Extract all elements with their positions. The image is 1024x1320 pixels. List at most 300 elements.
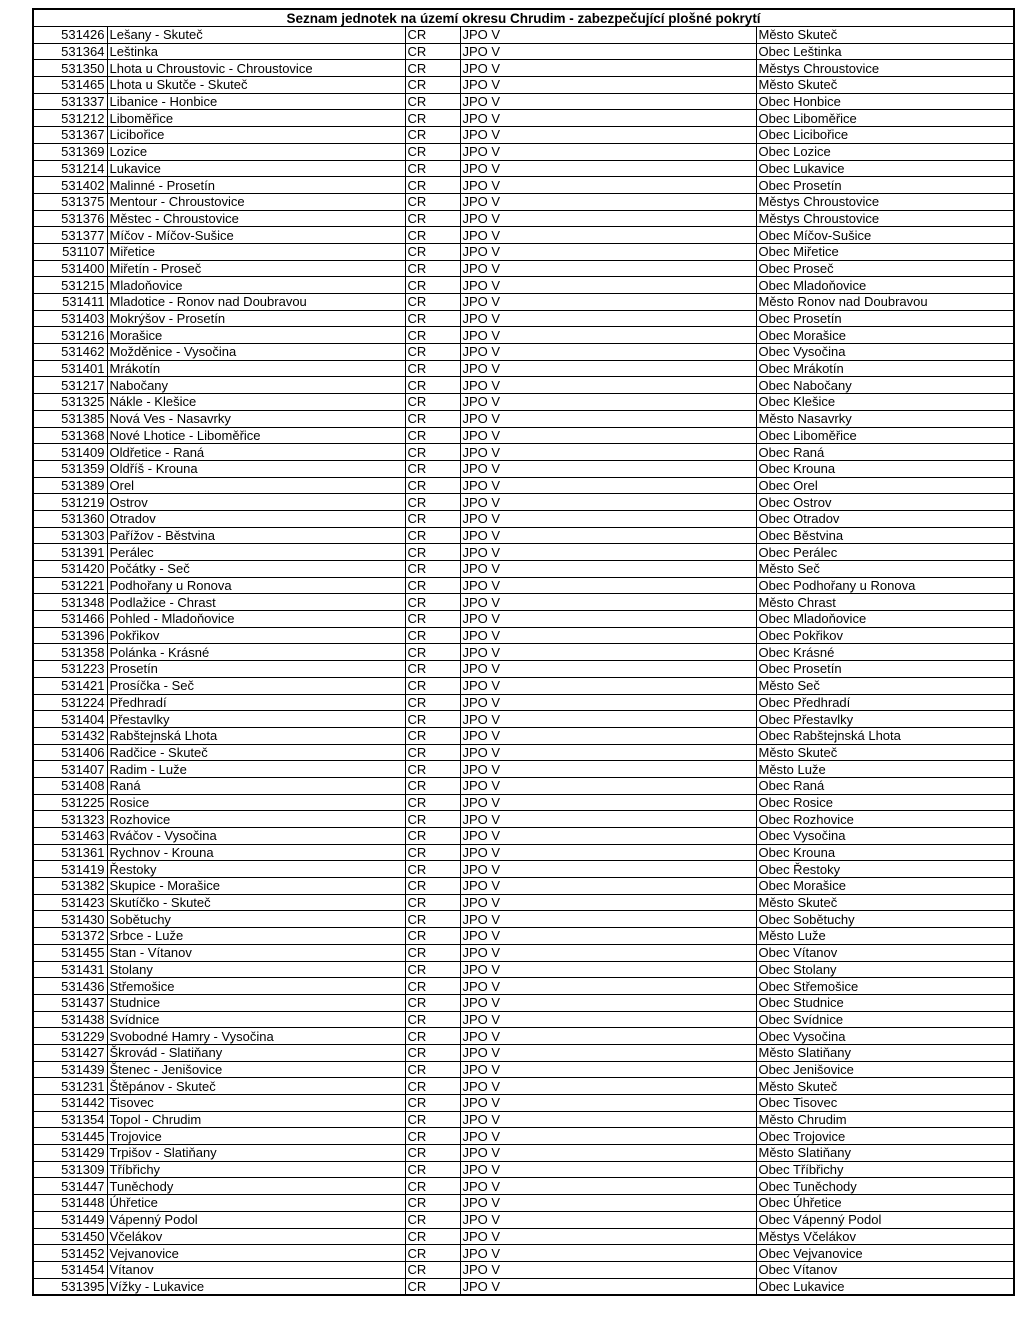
unit-type-cell: CR: [405, 1061, 460, 1078]
table-row: [33, 494, 1014, 511]
unit-type-cell: CR: [405, 911, 460, 928]
table-row: [33, 1011, 1014, 1028]
table-row: [33, 928, 1014, 945]
unit-type-cell: CR: [405, 527, 460, 544]
table-row: [33, 644, 1014, 661]
founder-cell: Město Chrast: [756, 594, 1014, 611]
unit-code-cell: 531431: [33, 961, 107, 978]
unit-type-cell: CR: [405, 1044, 460, 1061]
table-row: [33, 561, 1014, 578]
founder-cell: Obec Klešice: [756, 394, 1014, 411]
unit-name-cell: Mladoňovice: [107, 277, 405, 294]
jpo-category-cell: JPO V: [460, 1195, 756, 1212]
jpo-category-cell: JPO V: [460, 677, 756, 694]
unit-type-cell: CR: [405, 43, 460, 60]
jpo-category-cell: JPO V: [460, 1245, 756, 1262]
jpo-category-cell: JPO V: [460, 444, 756, 461]
unit-type-cell: CR: [405, 844, 460, 861]
table-row: [33, 894, 1014, 911]
unit-code-cell: 531465: [33, 77, 107, 94]
jpo-category-cell: JPO V: [460, 294, 756, 311]
founder-cell: Město Nasavrky: [756, 410, 1014, 427]
unit-name-cell: Leštinka: [107, 43, 405, 60]
table-row: [33, 878, 1014, 895]
unit-type-cell: CR: [405, 661, 460, 678]
table-row: [33, 794, 1014, 811]
founder-cell: Obec Krásné: [756, 644, 1014, 661]
unit-name-cell: Štenec - Jenišovice: [107, 1061, 405, 1078]
unit-name-cell: Morašice: [107, 327, 405, 344]
unit-type-cell: CR: [405, 427, 460, 444]
founder-cell: Obec Vysočina: [756, 344, 1014, 361]
founder-cell: Obec Rabštejnská Lhota: [756, 727, 1014, 744]
jpo-category-cell: JPO V: [460, 527, 756, 544]
founder-cell: Obec Tuněchody: [756, 1178, 1014, 1195]
unit-name-cell: Tříbřichy: [107, 1161, 405, 1178]
table-row: [33, 811, 1014, 828]
jpo-category-cell: JPO V: [460, 160, 756, 177]
founder-cell: Obec Mladoňovice: [756, 611, 1014, 628]
unit-name-cell: Skupice - Morašice: [107, 878, 405, 895]
founder-cell: Město Skuteč: [756, 744, 1014, 761]
unit-type-cell: CR: [405, 1195, 460, 1212]
unit-name-cell: Tisovec: [107, 1095, 405, 1112]
jpo-category-cell: JPO V: [460, 1161, 756, 1178]
unit-type-cell: CR: [405, 1211, 460, 1228]
jpo-category-cell: JPO V: [460, 193, 756, 210]
unit-name-cell: Mladotice - Ronov nad Doubravou: [107, 294, 405, 311]
unit-code-cell: 531404: [33, 711, 107, 728]
founder-cell: Obec Vítanov: [756, 1261, 1014, 1278]
unit-name-cell: Vítanov: [107, 1261, 405, 1278]
table-row: [33, 861, 1014, 878]
founder-cell: Městys Chroustovice: [756, 193, 1014, 210]
jpo-category-cell: JPO V: [460, 928, 756, 945]
unit-name-cell: Pařížov - Běstvina: [107, 527, 405, 544]
founder-cell: Obec Prosetín: [756, 177, 1014, 194]
jpo-category-cell: JPO V: [460, 110, 756, 127]
unit-type-cell: CR: [405, 561, 460, 578]
unit-code-cell: 531427: [33, 1044, 107, 1061]
jpo-category-cell: JPO V: [460, 1078, 756, 1095]
jpo-category-cell: JPO V: [460, 761, 756, 778]
founder-cell: Město Skuteč: [756, 27, 1014, 44]
jpo-category-cell: JPO V: [460, 1011, 756, 1028]
table-body: [33, 27, 1014, 1296]
unit-name-cell: Skutíčko - Skuteč: [107, 894, 405, 911]
jpo-category-cell: JPO V: [460, 260, 756, 277]
unit-code-cell: 531360: [33, 510, 107, 527]
unit-type-cell: CR: [405, 794, 460, 811]
unit-name-cell: Oldříš - Krouna: [107, 460, 405, 477]
founder-cell: Obec Mladoňovice: [756, 277, 1014, 294]
founder-cell: Obec Přestavlky: [756, 711, 1014, 728]
founder-cell: Město Skuteč: [756, 1078, 1014, 1095]
table-row: [33, 711, 1014, 728]
founder-cell: Obec Morašice: [756, 878, 1014, 895]
unit-name-cell: Trpišov - Slatiňany: [107, 1145, 405, 1162]
unit-type-cell: CR: [405, 777, 460, 794]
table-row: [33, 1078, 1014, 1095]
jpo-category-cell: JPO V: [460, 561, 756, 578]
jpo-category-cell: JPO V: [460, 510, 756, 527]
unit-name-cell: Lhota u Chroustovic - Chroustovice: [107, 60, 405, 77]
founder-cell: Obec Lukavice: [756, 160, 1014, 177]
unit-type-cell: CR: [405, 394, 460, 411]
table-row: [33, 394, 1014, 411]
unit-name-cell: Vížky - Lukavice: [107, 1278, 405, 1295]
unit-name-cell: Nová Ves - Nasavrky: [107, 410, 405, 427]
table-row: [33, 1195, 1014, 1212]
jpo-category-cell: JPO V: [460, 911, 756, 928]
founder-cell: Obec Jenišovice: [756, 1061, 1014, 1078]
unit-type-cell: CR: [405, 93, 460, 110]
unit-type-cell: CR: [405, 894, 460, 911]
table-row: [33, 60, 1014, 77]
table-row: [33, 410, 1014, 427]
unit-type-cell: CR: [405, 961, 460, 978]
jpo-category-cell: JPO V: [460, 1278, 756, 1295]
unit-code-cell: 531337: [33, 93, 107, 110]
founder-cell: Obec Honbice: [756, 93, 1014, 110]
founder-cell: Obec Tříbřichy: [756, 1161, 1014, 1178]
founder-cell: Obec Rozhovice: [756, 811, 1014, 828]
founder-cell: Obec Tisovec: [756, 1095, 1014, 1112]
unit-name-cell: Liboměřice: [107, 110, 405, 127]
unit-type-cell: CR: [405, 1178, 460, 1195]
unit-code-cell: 531224: [33, 694, 107, 711]
unit-type-cell: CR: [405, 210, 460, 227]
unit-name-cell: Podhořany u Ronova: [107, 577, 405, 594]
unit-type-cell: CR: [405, 761, 460, 778]
unit-name-cell: Lukavice: [107, 160, 405, 177]
founder-cell: Městys Chroustovice: [756, 60, 1014, 77]
unit-code-cell: 531452: [33, 1245, 107, 1262]
founder-cell: Obec Vysočina: [756, 828, 1014, 845]
jpo-category-cell: JPO V: [460, 494, 756, 511]
table-row: [33, 1145, 1014, 1162]
jpo-category-cell: JPO V: [460, 327, 756, 344]
jpo-category-cell: JPO V: [460, 611, 756, 628]
founder-cell: Obec Trojovice: [756, 1128, 1014, 1145]
table-row: [33, 43, 1014, 60]
table-row: [33, 994, 1014, 1011]
unit-type-cell: CR: [405, 127, 460, 144]
jpo-category-cell: JPO V: [460, 227, 756, 244]
jpo-category-cell: JPO V: [460, 43, 756, 60]
unit-code-cell: 531430: [33, 911, 107, 928]
unit-type-cell: CR: [405, 828, 460, 845]
unit-name-cell: Pokřikov: [107, 627, 405, 644]
unit-code-cell: 531411: [33, 294, 107, 311]
unit-name-cell: Možděnice - Vysočina: [107, 344, 405, 361]
founder-cell: Obec Nabočany: [756, 377, 1014, 394]
jpo-category-cell: JPO V: [460, 27, 756, 44]
table-row: [33, 93, 1014, 110]
unit-name-cell: Stolany: [107, 961, 405, 978]
unit-name-cell: Střemošice: [107, 978, 405, 995]
jpo-category-cell: JPO V: [460, 1044, 756, 1061]
unit-type-cell: CR: [405, 260, 460, 277]
table-row: [33, 1061, 1014, 1078]
unit-name-cell: Trojovice: [107, 1128, 405, 1145]
unit-type-cell: CR: [405, 861, 460, 878]
unit-type-cell: CR: [405, 294, 460, 311]
founder-cell: Obec Řestoky: [756, 861, 1014, 878]
table-title-row: [33, 9, 1014, 27]
unit-code-cell: 531395: [33, 1278, 107, 1295]
unit-type-cell: CR: [405, 677, 460, 694]
unit-name-cell: Stan - Vítanov: [107, 944, 405, 961]
unit-name-cell: Oldřetice - Raná: [107, 444, 405, 461]
founder-cell: Obec Liboměřice: [756, 427, 1014, 444]
unit-type-cell: CR: [405, 277, 460, 294]
table-row: [33, 1161, 1014, 1178]
unit-name-cell: Svídnice: [107, 1011, 405, 1028]
unit-type-cell: CR: [405, 460, 460, 477]
jpo-category-cell: JPO V: [460, 861, 756, 878]
jpo-category-cell: JPO V: [460, 1095, 756, 1112]
table-row: [33, 1044, 1014, 1061]
founder-cell: Obec Mrákotín: [756, 360, 1014, 377]
unit-code-cell: 531325: [33, 394, 107, 411]
unit-type-cell: CR: [405, 60, 460, 77]
founder-cell: Obec Orel: [756, 477, 1014, 494]
founder-cell: Obec Lozice: [756, 143, 1014, 160]
unit-name-cell: Ostrov: [107, 494, 405, 511]
unit-type-cell: CR: [405, 744, 460, 761]
unit-name-cell: Mentour - Chroustovice: [107, 193, 405, 210]
unit-code-cell: 531375: [33, 193, 107, 210]
unit-type-cell: CR: [405, 477, 460, 494]
unit-type-cell: CR: [405, 377, 460, 394]
founder-cell: Obec Licibořice: [756, 127, 1014, 144]
unit-code-cell: 531219: [33, 494, 107, 511]
unit-type-cell: CR: [405, 227, 460, 244]
table-row: [33, 577, 1014, 594]
table-row: [33, 694, 1014, 711]
jpo-category-cell: JPO V: [460, 1111, 756, 1128]
unit-name-cell: Škrovád - Slatiňany: [107, 1044, 405, 1061]
table-row: [33, 761, 1014, 778]
founder-cell: Obec Miřetice: [756, 243, 1014, 260]
founder-cell: Město Skuteč: [756, 77, 1014, 94]
table-row: [33, 310, 1014, 327]
unit-type-cell: CR: [405, 1095, 460, 1112]
jpo-category-cell: JPO V: [460, 961, 756, 978]
founder-cell: Obec Míčov-Sušice: [756, 227, 1014, 244]
table-row: [33, 1278, 1014, 1295]
jpo-category-cell: JPO V: [460, 127, 756, 144]
founder-cell: Obec Studnice: [756, 994, 1014, 1011]
unit-name-cell: Rabštejnská Lhota: [107, 727, 405, 744]
table-row: [33, 243, 1014, 260]
founder-cell: Městys Chroustovice: [756, 210, 1014, 227]
founder-cell: Městys Včelákov: [756, 1228, 1014, 1245]
unit-code-cell: 531401: [33, 360, 107, 377]
table-row: [33, 210, 1014, 227]
unit-type-cell: CR: [405, 878, 460, 895]
unit-name-cell: Štěpánov - Skuteč: [107, 1078, 405, 1095]
unit-type-cell: CR: [405, 193, 460, 210]
unit-code-cell: 531466: [33, 611, 107, 628]
jpo-category-cell: JPO V: [460, 310, 756, 327]
unit-code-cell: 531215: [33, 277, 107, 294]
table-row: [33, 227, 1014, 244]
jpo-category-cell: JPO V: [460, 661, 756, 678]
jpo-category-cell: JPO V: [460, 177, 756, 194]
unit-type-cell: CR: [405, 627, 460, 644]
unit-code-cell: 531372: [33, 928, 107, 945]
unit-code-cell: 531382: [33, 878, 107, 895]
unit-name-cell: Raná: [107, 777, 405, 794]
unit-code-cell: 531409: [33, 444, 107, 461]
unit-name-cell: Mokrýšov - Prosetín: [107, 310, 405, 327]
unit-code-cell: 531439: [33, 1061, 107, 1078]
unit-code-cell: 531359: [33, 460, 107, 477]
jpo-category-cell: JPO V: [460, 460, 756, 477]
table-row: [33, 627, 1014, 644]
jpo-category-cell: JPO V: [460, 1061, 756, 1078]
unit-code-cell: 531403: [33, 310, 107, 327]
jpo-category-cell: JPO V: [460, 1028, 756, 1045]
unit-name-cell: Přestavlky: [107, 711, 405, 728]
unit-code-cell: 531462: [33, 344, 107, 361]
unit-name-cell: Radčice - Skuteč: [107, 744, 405, 761]
jpo-category-cell: JPO V: [460, 1261, 756, 1278]
unit-name-cell: Polánka - Krásné: [107, 644, 405, 661]
unit-type-cell: CR: [405, 944, 460, 961]
table-row: [33, 828, 1014, 845]
unit-code-cell: 531438: [33, 1011, 107, 1028]
table-row: [33, 1228, 1014, 1245]
unit-name-cell: Počátky - Seč: [107, 561, 405, 578]
unit-name-cell: Městec - Chroustovice: [107, 210, 405, 227]
jpo-category-cell: JPO V: [460, 727, 756, 744]
unit-name-cell: Předhradí: [107, 694, 405, 711]
unit-type-cell: CR: [405, 594, 460, 611]
founder-cell: Obec Krouna: [756, 844, 1014, 861]
table-row: [33, 377, 1014, 394]
unit-type-cell: CR: [405, 360, 460, 377]
jpo-category-cell: JPO V: [460, 894, 756, 911]
table-row: [33, 1128, 1014, 1145]
founder-cell: Město Seč: [756, 561, 1014, 578]
unit-name-cell: Tuněchody: [107, 1178, 405, 1195]
unit-name-cell: Sobětuchy: [107, 911, 405, 928]
jpo-category-cell: JPO V: [460, 410, 756, 427]
unit-name-cell: Miřetice: [107, 243, 405, 260]
table-row: [33, 1178, 1014, 1195]
jpo-category-cell: JPO V: [460, 627, 756, 644]
unit-code-cell: 531447: [33, 1178, 107, 1195]
founder-cell: Obec Vysočina: [756, 1028, 1014, 1045]
founder-cell: Město Chrudim: [756, 1111, 1014, 1128]
founder-cell: Obec Raná: [756, 444, 1014, 461]
founder-cell: Město Luže: [756, 928, 1014, 945]
unit-name-cell: Řestoky: [107, 861, 405, 878]
jpo-category-cell: JPO V: [460, 944, 756, 961]
table-row: [33, 110, 1014, 127]
founder-cell: Obec Krouna: [756, 460, 1014, 477]
jpo-category-cell: JPO V: [460, 744, 756, 761]
table-row: [33, 1095, 1014, 1112]
founder-cell: Obec Svídnice: [756, 1011, 1014, 1028]
unit-name-cell: Včelákov: [107, 1228, 405, 1245]
unit-code-cell: 531402: [33, 177, 107, 194]
jpo-category-cell: JPO V: [460, 1145, 756, 1162]
unit-code-cell: 531364: [33, 43, 107, 60]
table-row: [33, 944, 1014, 961]
unit-name-cell: Lozice: [107, 143, 405, 160]
unit-name-cell: Mrákotín: [107, 360, 405, 377]
unit-name-cell: Orel: [107, 477, 405, 494]
table-row: [33, 1211, 1014, 1228]
unit-type-cell: CR: [405, 577, 460, 594]
unit-code-cell: 531400: [33, 260, 107, 277]
unit-name-cell: Pohled - Mladoňovice: [107, 611, 405, 628]
table-row: [33, 27, 1014, 44]
jpo-category-cell: JPO V: [460, 577, 756, 594]
unit-code-cell: 531107: [33, 243, 107, 260]
founder-cell: Obec Raná: [756, 777, 1014, 794]
unit-type-cell: CR: [405, 494, 460, 511]
unit-type-cell: CR: [405, 1145, 460, 1162]
table-row: [33, 510, 1014, 527]
founder-cell: Obec Stolany: [756, 961, 1014, 978]
table-row: [33, 1111, 1014, 1128]
unit-type-cell: CR: [405, 1111, 460, 1128]
unit-code-cell: 531376: [33, 210, 107, 227]
unit-type-cell: CR: [405, 344, 460, 361]
unit-type-cell: CR: [405, 694, 460, 711]
unit-type-cell: CR: [405, 644, 460, 661]
jpo-category-cell: JPO V: [460, 794, 756, 811]
document-title: Seznam jednotek na území okresu Chrudim - zabezpečující plošné pokrytí: [33, 9, 1014, 27]
table-row: [33, 611, 1014, 628]
table-row: [33, 77, 1014, 94]
unit-code-cell: 531358: [33, 644, 107, 661]
table-row: [33, 978, 1014, 995]
table-row: [33, 427, 1014, 444]
founder-cell: Město Slatiňany: [756, 1044, 1014, 1061]
founder-cell: Obec Leštinka: [756, 43, 1014, 60]
jpo-category-cell: JPO V: [460, 544, 756, 561]
unit-name-cell: Vápenný Podol: [107, 1211, 405, 1228]
unit-code-cell: 531407: [33, 761, 107, 778]
table-row: [33, 360, 1014, 377]
founder-cell: Město Skuteč: [756, 894, 1014, 911]
founder-cell: Obec Vejvanovice: [756, 1245, 1014, 1262]
table-row: [33, 661, 1014, 678]
unit-name-cell: Miřetín - Proseč: [107, 260, 405, 277]
unit-type-cell: CR: [405, 77, 460, 94]
founder-cell: Obec Lukavice: [756, 1278, 1014, 1295]
unit-type-cell: CR: [405, 143, 460, 160]
founder-cell: Obec Pokřikov: [756, 627, 1014, 644]
jpo-category-cell: JPO V: [460, 777, 756, 794]
unit-code-cell: 531217: [33, 377, 107, 394]
unit-code-cell: 531231: [33, 1078, 107, 1095]
unit-code-cell: 531442: [33, 1095, 107, 1112]
unit-code-cell: 531225: [33, 794, 107, 811]
unit-code-cell: 531436: [33, 978, 107, 995]
jpo-category-cell: JPO V: [460, 210, 756, 227]
jpo-category-cell: JPO V: [460, 427, 756, 444]
table-row: [33, 177, 1014, 194]
unit-code-cell: 531212: [33, 110, 107, 127]
jpo-category-cell: JPO V: [460, 60, 756, 77]
